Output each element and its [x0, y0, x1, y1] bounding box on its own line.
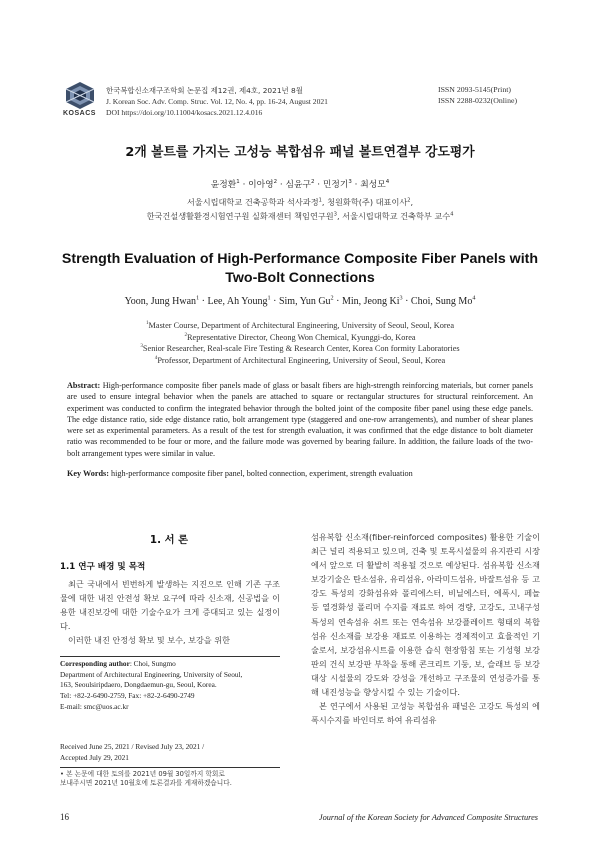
author-en-4: Min, Jeong Ki [341, 296, 400, 307]
author-sup: 4 [385, 179, 390, 186]
english-authors [0, 296, 600, 307]
issn-block [438, 85, 517, 106]
author-en-1: Yoon, Jung Hwan [124, 296, 197, 307]
right-column-body [311, 530, 540, 727]
separator: · [242, 180, 246, 190]
english-aff-3: $^3$Senior Researcher, Real-scale Fire Testing & Research Center, Korea Con formity Laboratories [140, 343, 460, 353]
english-title [20, 250, 580, 288]
received-dates [60, 742, 280, 763]
journal-logo-icon [63, 80, 97, 110]
author-ko-3: 심윤구 [285, 180, 312, 190]
english-title-line1: Strength Evaluation of High-Performance Composite Fiber Panels with [61, 251, 539, 267]
author-sup: 1 [267, 294, 271, 302]
issn-online: ISSN 2288-0232(Online) [438, 95, 518, 105]
paragraph: 최근 국내에서 빈번하게 발생하는 지진으로 인해 기존 구조물에 대한 내진 안전성 확보 요구에 따라 신소재, 신공법을 이용한 내진보강에 대한 기술수요가 크게 증대되고 있는 실정이다. [60, 579, 280, 632]
note-line1: • 본 논문에 대한 토의를 2021년 09월 30일까지 학회로 [60, 770, 225, 778]
abstract-text: High-performance composite fiber panels made of glass or basalt fibers are high-strength reinforcing materials, but corner panels are used to ensure integral behavior when the panels are attached to square or rectangular structures for structural reinforcement. An experiment was conducted to confirm the integrated behavior through the bolted joint of the composite fiber panel using these edge panels. The edge distance ratio, side edge distance ratio, bolt arrangement type (staggered and one-row arrangements), and number of shear planes were set as experimental parameters. As a result of the test for strength evaluation, it was confirmed that the edge distance to bolt diameter ratio was recommended to be four or more, and the failure mode was governed by bearing failure. In addition, the failure loads of the two-bolt arrangement types were similar in value. [67, 381, 533, 458]
author-ko-1: 윤정환 [210, 180, 237, 190]
author-ko-4: 민정기 [322, 180, 349, 190]
korean-aff-line1: 서울시립대학교 건축공학과 석사과정$^1$, 청원화학(주) 대표이사$^2$, [186, 197, 414, 207]
discussion-note [60, 770, 284, 788]
separator: · [317, 180, 321, 190]
note-line2: 보내주시면 2021년 10월호에 토론결과를 게재하겠습니다. [60, 779, 232, 787]
author-sup: 4 [472, 294, 476, 302]
author-sup: 2 [311, 179, 315, 186]
author-sup: 1 [236, 179, 240, 186]
keywords-label: Key Words: [67, 469, 109, 478]
divider [60, 656, 280, 657]
section-title: 1. 서 론 [149, 534, 189, 546]
english-aff-1: $^1$Master Course, Department of Architectural Engineering, University of Seoul, Seoul, Korea [145, 320, 455, 330]
author-sup: 3 [399, 294, 403, 302]
corresponding-dept: Department of Architectural Engineering, University of Seoul, [60, 669, 243, 679]
korean-affiliations [0, 196, 600, 223]
author-sup: 1 [196, 294, 200, 302]
english-aff-2: $^2$Representative Director, Cheong Won Chemical, Kyunggi-do, Korea [184, 331, 416, 342]
corresponding-name: : Choi, Sungmo [129, 659, 176, 668]
journal-header [106, 85, 328, 118]
paragraph: 본 연구에서 사용된 고성능 복합섬유 패널은 고강도 특성의 에폭시수지를 바인더로 하여 유리섬유 [311, 701, 540, 726]
corresponding-phone: Tel: +82-2-6490-2759, Fax: +82-2-6490-2749 [60, 691, 195, 701]
author-sup: 3 [348, 179, 352, 186]
korean-authors [0, 177, 600, 190]
separator: · [273, 296, 277, 307]
author-en-5: Choi, Sung Mo [410, 296, 473, 307]
korean-title: 2개 볼트를 가지는 고성능 복합섬유 패널 볼트연결부 강도평가 [125, 145, 475, 160]
header-korean: 한국복합신소재구조학회 논문집 제12권, 제4호, 2021년 8월 [106, 86, 303, 95]
english-title-line2: Two-Bolt Connections [225, 270, 375, 286]
paragraph: 섬유복합 신소재(fiber-reinforced composites) 활용한 기술이 최근 널리 적용되고 있으며, 건축 및 토목시설물의 유지관리 시장에서 앞으로 더 활발히 적용될 것으로 예상된다. 섬유복합 신소재 보강기술은 탄소섬유, 유리섬유, 아라미드섬유, 바잘트섬유 등 고강도 특성의 강화섬유와 폴리에스터, 비닐에스터, 에폭시, 페놀 등 열경화성 폴리머 수지를 재료로 하여 경량, 고강도, 고내구성 특성의 연속섬유 쉬트 또는 연속섬유 보강플레이트 형태의 복합섬유 신소재를 보강용 재료로 이용하는 경제적이고 효율적인 기술로서, 보강섬유시트를 이용한 습식 현장함침 또는 기성형 보강판의 건식 보강판 부착을 통해 콘크리트 기둥, 보, 슬래브 등 보강대상 시설물의 강도와 강성을 개선하고 구조물의 연성증가를 통해 내진성능을 향상시킬 수 있는 기술이다. [311, 532, 540, 698]
logo-text: KOSACS [63, 110, 96, 117]
separator: · [279, 180, 283, 190]
received-line2: Accepted July 29, 2021 [60, 752, 129, 762]
author-sup: 2 [330, 294, 334, 302]
author-ko-2: 이아영 [248, 180, 274, 190]
corresponding-email[interactable]: E-mail: smc@uos.ac.kr [60, 701, 129, 711]
keywords [67, 468, 533, 479]
korean-aff-4: 서울시립대학교 건축학부 교수 [342, 210, 451, 221]
korean-aff-line2: 한국건설생활환경시험연구원 실화재센터 책임연구원$^3$, 서울시립대학교 건축학부 교수$^4$ [146, 210, 454, 221]
paragraph: 이러한 내진 안정성 확보 및 보수, 보강을 위한 [68, 635, 230, 646]
english-aff-4: $^4$Professor, Department of Architectural Engineering, University of Seoul, Seoul, Korea [154, 354, 446, 365]
divider [60, 767, 280, 768]
korean-aff-1: 서울시립대학교 건축공학과 석사과정 [186, 197, 319, 207]
korean-aff-2: 청원화학(주) 대표이사 [327, 197, 408, 207]
author-sup: 2 [273, 179, 278, 186]
korean-aff-3: 한국건설생활환경시험연구원 실화재센터 책임연구원 [146, 210, 334, 221]
separator: · [336, 296, 340, 307]
abstract-label: Abstract: [67, 381, 101, 390]
separator: · [354, 180, 358, 190]
abstract [67, 380, 533, 459]
corresponding-address: 163, Seoulsiripdaero, Dongdaemun-gu, Seoul, Korea. [60, 680, 217, 690]
subsection-title: 1.1 연구 배경 및 목적 [60, 562, 146, 572]
corresponding-label: Corresponding author [60, 659, 130, 668]
keywords-text: high-performance composite fiber panel, bolted connection, experiment, strength evaluation [110, 469, 413, 478]
received-line1: Received June 25, 2021 / Revised July 23, 2021 / [60, 742, 205, 751]
separator: · [201, 296, 205, 307]
author-ko-5: 최성모 [360, 180, 386, 190]
doi-link[interactable]: DOI https://doi.org/10.11004/kosacs.2021.12.4.016 [106, 108, 263, 117]
page-number: 16 [60, 812, 69, 822]
author-en-3: Sim, Yun Gu [278, 296, 331, 307]
english-affiliations [0, 320, 600, 366]
separator: · [405, 296, 409, 307]
author-en-2: Lee, Ah Young [207, 296, 268, 307]
corresponding-author-block [60, 659, 280, 713]
journal-name-footer: Journal of the Korean Society for Advanced Composite Structures [318, 813, 538, 822]
header-english: J. Korean Soc. Adv. Comp. Struc. Vol. 12, No. 4, pp. 16-24, August 2021 [106, 97, 328, 106]
left-column-body [60, 577, 280, 647]
issn-print: ISSN 2093-5145(Print) [438, 85, 511, 94]
